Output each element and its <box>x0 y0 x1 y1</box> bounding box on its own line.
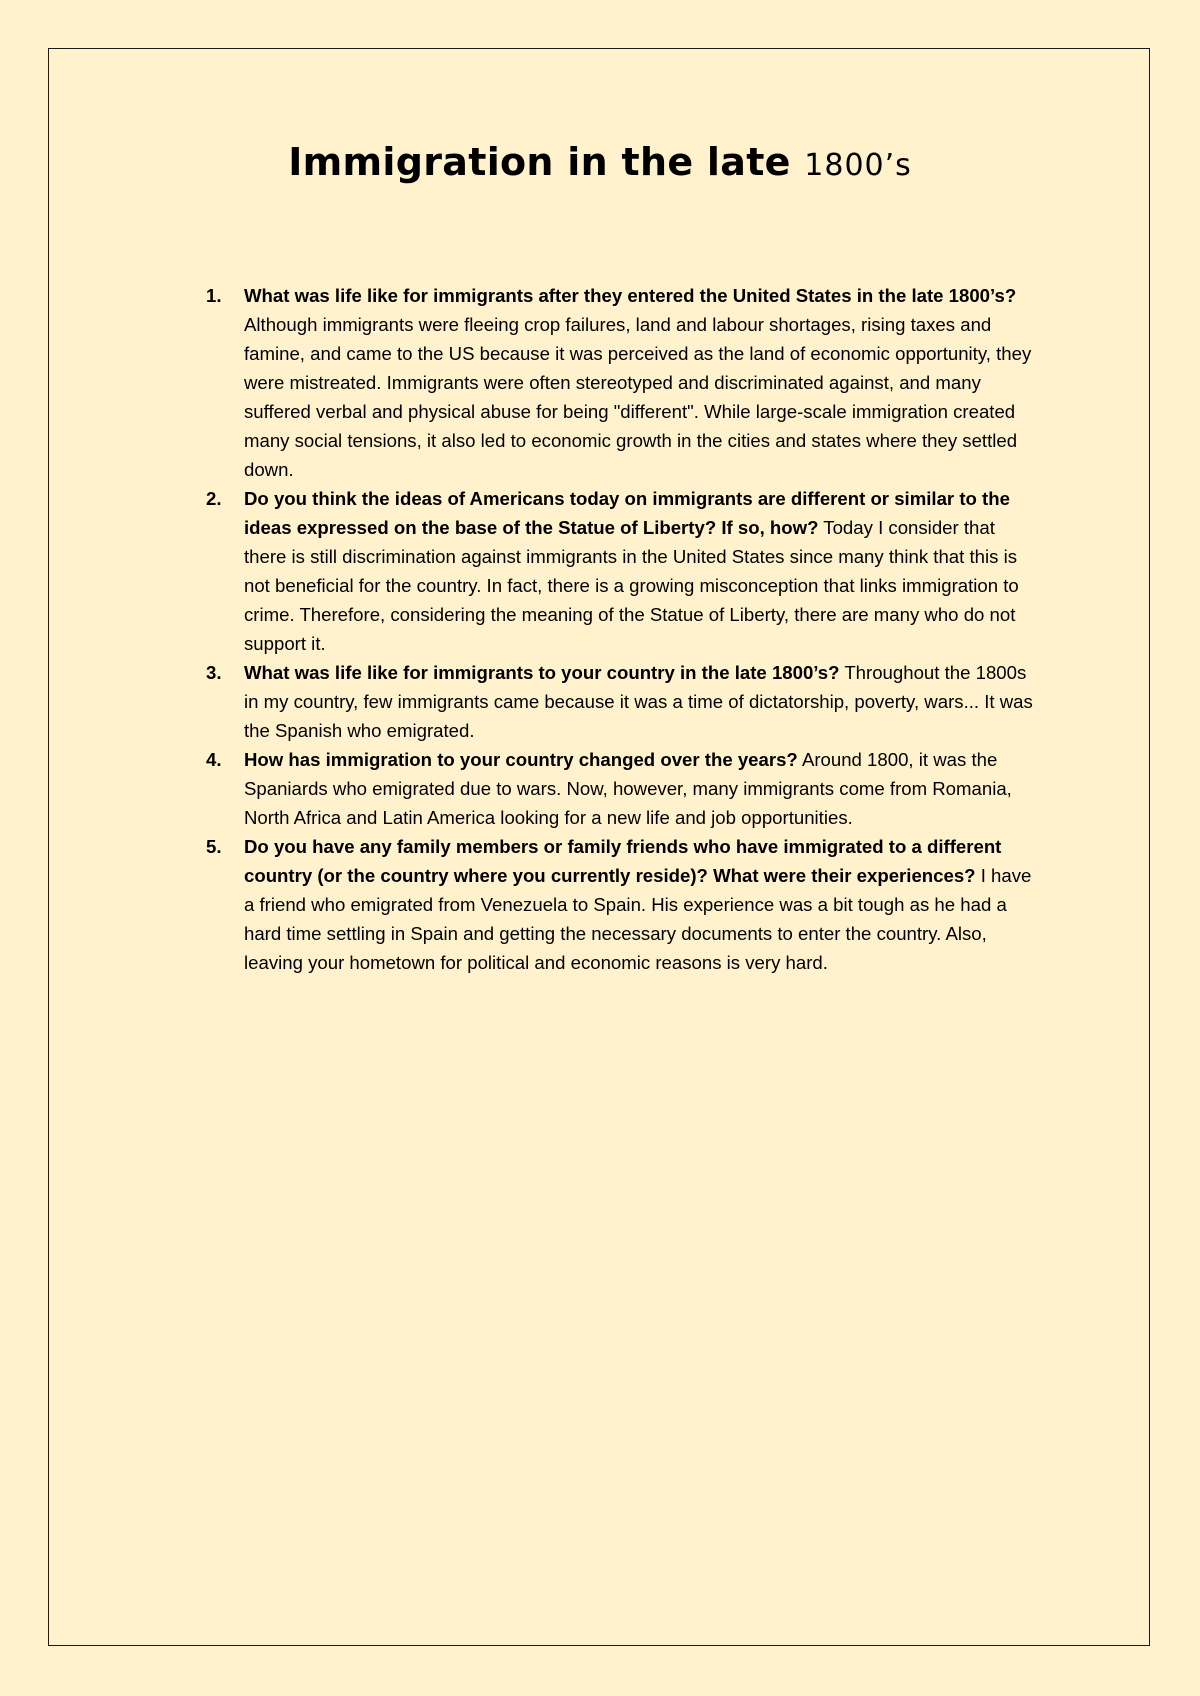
answer-text: Although immigrants were fleeing crop failures, land and labour shortages, rising taxes and famine, and came to the US because it was perceived as the land of economic opportunity, they were mistreated. Immigrants were often stereotyped and discriminated against, and many suffered verbal and physical abuse for being "different". While large-scale immigration created many social tensions, it also led to economic growth in the cities and states where they settled down. <box>244 314 1032 480</box>
item-number: 4. <box>206 749 222 770</box>
answer-text: I have a friend who emigrated from Venezuela to Spain. His experience was a bit tough as he had a hard time settling in Spain and getting the necessary documents to enter the country. Also, leaving your hometown for political and economic reasons is very hard. <box>244 865 1032 973</box>
list-item <box>196 484 1036 658</box>
item-number: 3. <box>206 662 222 683</box>
list-item <box>196 658 1036 745</box>
question-list <box>196 281 1036 977</box>
answer-text: Around 1800, it was the Spaniards who emigrated due to wars. Now, however, many immigrants come from Romania, North Africa and Latin America looking for a new life and job opportunities. <box>244 749 1012 828</box>
page-title <box>0 136 1200 192</box>
question-text: What was life like for immigrants to your country in the late 1800’s? <box>244 662 840 683</box>
item-number: 2. <box>206 488 222 509</box>
answer-text: Throughout the 1800s in my country, few immigrants came because it was a time of dictatorship, poverty, wars... It was the Spanish who emigrated. <box>244 662 1033 741</box>
title-year: 1800’s <box>804 148 912 183</box>
question-text: How has immigration to your country changed over the years? <box>244 749 798 770</box>
list-item <box>196 745 1036 832</box>
question-text: Do you think the ideas of Americans today on immigrants are different or similar to the ideas expressed on the base of the Statue of Liberty? If so, how? <box>244 488 1010 538</box>
item-number: 5. <box>206 836 222 857</box>
answer-text: Today I consider that there is still discrimination against immigrants in the United States since many think that this is not beneficial for the country. In fact, there is a growing misconception that links immigration to crime. Therefore, considering the meaning of the Statue of Liberty, there are many who do not support it. <box>244 517 1019 654</box>
list-item <box>196 281 1036 484</box>
item-number: 1. <box>206 285 222 306</box>
question-text: What was life like for immigrants after they entered the United States in the late 1800’s? <box>244 285 1017 306</box>
title-main: Immigration in the late <box>288 140 791 184</box>
list-item <box>196 832 1036 977</box>
question-text: Do you have any family members or family friends who have immigrated to a different country (or the country where you currently reside)? What were their experiences? <box>244 836 1002 886</box>
